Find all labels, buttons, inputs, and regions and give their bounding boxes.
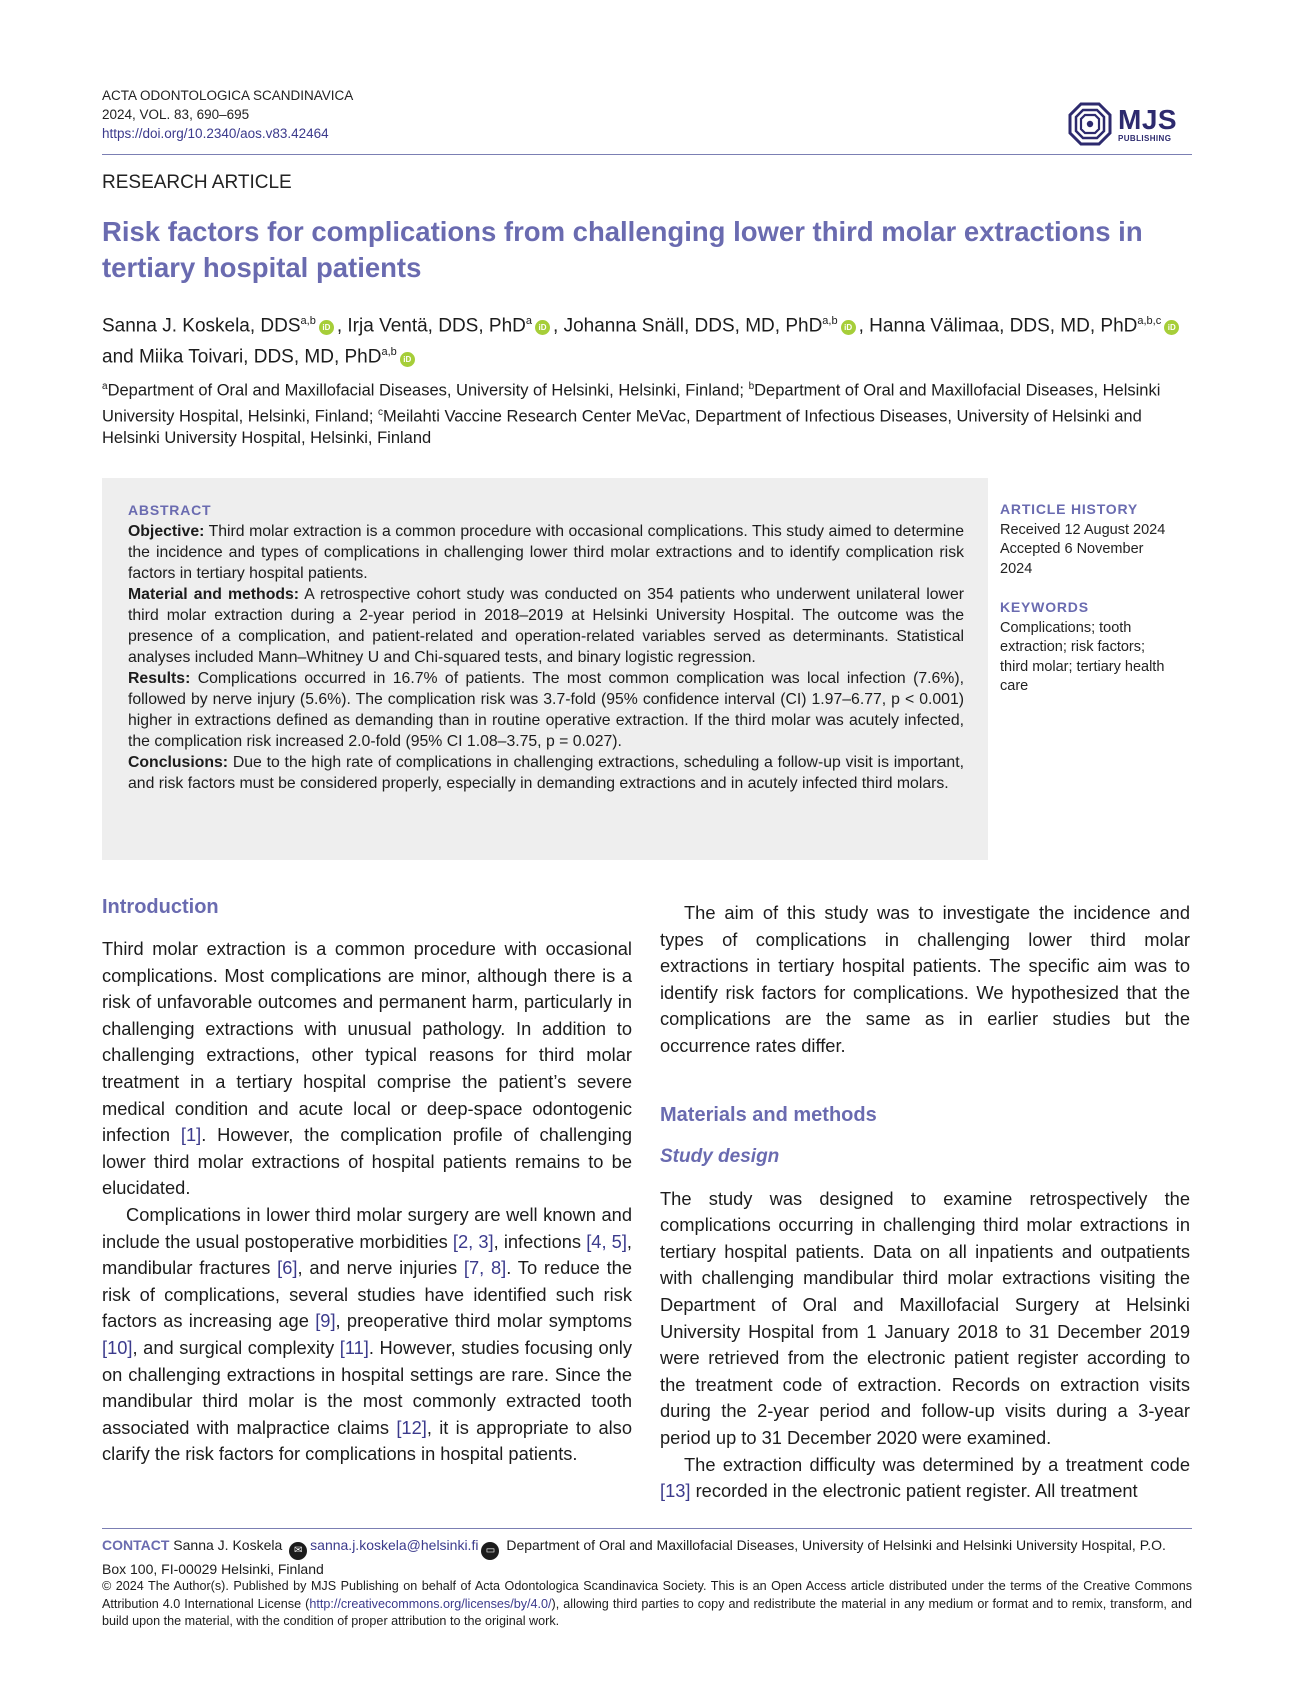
affiliation-marker: b — [748, 381, 755, 392]
paragraph-text: Complications in lower third molar surgery are well known and include the usual postoperative morbidities — [102, 1203, 632, 1252]
aim-paragraph: The aim of this study was to investigate the incidence and types of complications in challenging lower third molar extractions in tertiary hospital patients. The specific aim was to identify risk factors for complications. We hypothesized that the complications are the same as in earlier studies but the occurrence rates differ. — [660, 902, 1190, 1056]
abstract-section-text: Complications occurred in 16.7% of patients. The most common complication was local infection (7.6%), followed by nerve injury (5.6%). The complication risk was 3.7-fold (95% confidence interval (CI) 1.97–6.77, p < 0.001) higher in extractions defined as demanding than in routine operative extraction. If the third molar was acutely infected, the complication risk increased 2.0-fold (95% CI 1.08–3.75, p = 0.027). — [128, 670, 964, 750]
license-text-pre: © 2024 The Author(s). Published by MJS Publishing on behalf of Acta Odontologica Scandinavica Society. This is an Open Access article distributed under the terms of the Creative Commons Attribution 4.0 International License ( — [102, 1579, 1192, 1611]
contact-label: CONTACT — [102, 1537, 170, 1553]
abstract-heading: ABSTRACT — [128, 502, 212, 518]
difficulty-paragraph — [660, 1452, 1190, 1505]
author-name: Sanna J. Koskela, DDS — [102, 315, 301, 337]
concentric-octagon-logo-icon — [1068, 102, 1112, 146]
paragraph-text: , infections — [493, 1230, 587, 1252]
abstract-section-text: A retrospective cohort study was conducted on 354 patients who underwent unilateral lower third molar extraction during a 2-year period in 2018–2019 at Helsinki University Hospital. The outcome was the presence of a complication, and patient-related and operation-related variables served as determinants. Statistical analyses included Mann–Whitney U and Chi-squared tests, and binary logistic regression. — [128, 586, 964, 666]
affiliation-text: Department of Oral and Maxillofacial Diseases, University of Helsinki, Helsinki, Finland; — [107, 381, 744, 400]
paragraph-text: . However, the complication profile of challenging lower third molar extractions of hospital patients remains to be elucidated. — [102, 1124, 632, 1199]
logo-wordmark — [1118, 103, 1178, 143]
author-name: Hanna Välimaa, DDS, MD, PhD — [869, 315, 1138, 337]
abstract-box — [102, 478, 988, 860]
history-heading: ARTICLE HISTORY — [1000, 501, 1139, 517]
abstract-section-label: Material and methods: — [128, 586, 300, 603]
paragraph-text: , mandibular fractures — [102, 1230, 633, 1279]
abstract-section-text: Due to the high rate of complications in challenging extractions, scheduling a follow-up visit is important, and risk factors must be considered properly, especially in demanding extractions and in acutely infected third molars. — [128, 754, 964, 792]
abstract-section — [128, 521, 964, 584]
author-name: Johanna Snäll, DDS, MD, PhD — [563, 315, 823, 337]
header-divider — [102, 154, 1192, 155]
journal-name: ACTA ODONTOLOGICA SCANDINAVICA — [102, 88, 354, 103]
intro-paragraph-2 — [102, 1202, 632, 1468]
paragraph-text: Third molar extraction is a common procedure with occasional complications. Most complications are minor, although there is a risk of unfavorable outcomes and permanent harm, particularly in challenging extractions with unusual pathology. In addition to challenging extractions, other typical reasons for third molar treatment in a tertiary hospital comprise the patient’s severe medical condition and acute local or deep-space odontogenic infection — [102, 938, 632, 1146]
affiliation-text: Meilahti Vaccine Research Center MeVac, Department of Infectious Diseases, University of Helsinki and Helsinki University Hospital, Helsinki, Finland — [102, 407, 1142, 447]
license-url-link[interactable]: http://creativecommons.org/licenses/by/4.0/ — [309, 1596, 552, 1611]
mailbox-icon: ▭ — [481, 1542, 499, 1560]
author-name: Miika Toivari, DDS, MD, PhD — [138, 346, 382, 368]
article-title: Risk factors for complications from challenging lower third molar extractions in tertiary hospital patients — [102, 216, 1143, 283]
logo-name: MJS — [1118, 103, 1178, 135]
paragraph-text: recorded in the electronic patient register. All treatment — [690, 1480, 1138, 1502]
author-affiliation-marker: a,b,c — [1137, 315, 1162, 327]
journal-volume: 2024, VOL. 83, 690–695 — [102, 107, 250, 122]
contact-email-link[interactable]: sanna.j.koskela@helsinki.fi — [310, 1537, 479, 1553]
citation-link[interactable]: [7, 8] — [463, 1257, 507, 1279]
accepted-date: Accepted 6 November 2024 — [1000, 541, 1144, 577]
paragraph-text: , preoperative third molar symptoms — [335, 1310, 632, 1332]
abstract-section — [128, 584, 964, 668]
orcid-icon[interactable]: iD — [535, 320, 550, 335]
article-sidebar — [1000, 500, 1175, 697]
intro-paragraph-1 — [102, 936, 632, 1202]
author-affiliation-marker: a,b — [381, 346, 397, 359]
abstract-sections — [128, 521, 964, 794]
received-date: Received 12 August 2024 — [1000, 521, 1166, 538]
author-name: Irja Ventä, DDS, PhD — [347, 315, 526, 337]
citation-link[interactable]: [6] — [277, 1257, 298, 1279]
abstract-section-label: Conclusions: — [128, 754, 229, 771]
citation-link[interactable]: [9] — [315, 1310, 336, 1332]
author-list: Sanna J. Koskela, DDS$^{a,b}$iD , Irja Ventä, DDS, PhD$^a$iD , Johanna Snäll, DDS, MD, PhD$^{a,b}$iD , Hanna Välimaa, DDS, MD, PhD$^{a,b,c}$iD and Miika Toivari, DDS, MD, PhD$^{a,b}$iD — [102, 308, 1192, 371]
affiliation-text: Department of Oral and Maxillofacial Diseases, Helsinki University Hospital, Helsinki, Finland; — [102, 381, 1161, 426]
doi-link[interactable]: https://doi.org/10.2340/aos.v83.42464 — [102, 126, 329, 141]
envelope-icon: ✉ — [289, 1542, 307, 1560]
citation-link[interactable]: [2, 3] — [452, 1230, 494, 1252]
paragraph-text: , and nerve injuries — [297, 1257, 464, 1279]
contact-info — [102, 1536, 1192, 1579]
abstract-section — [128, 752, 964, 794]
citation-link[interactable]: [12] — [396, 1416, 427, 1438]
affiliations — [102, 376, 1192, 450]
author-affiliation-marker: a — [525, 315, 532, 327]
license-notice — [102, 1578, 1192, 1631]
publisher-logo — [1068, 102, 1177, 146]
article-type: RESEARCH ARTICLE — [102, 172, 292, 193]
affiliation-marker: c — [378, 407, 384, 418]
logo-sub: PUBLISHING — [1118, 133, 1172, 143]
license-text-post: ), allowing third parties to copy and redistribute the material in any medium or format and to remix, transform, and build upon the material, with the condition of proper attribution to the original work. — [102, 1596, 1192, 1628]
citation-link[interactable]: [11] — [339, 1336, 369, 1358]
keywords-text: Complications; tooth extraction; risk factors; third molar; tertiary health care — [1000, 619, 1165, 694]
paragraph-text: . To reduce the risk of complications, several studies have identified such risk factors as increasing age — [102, 1257, 633, 1332]
paragraph-text: . However, studies focusing only on challenging extractions in hospital settings are rare. Since the mandibular third molar is the most commonly extracted tooth associated with malpractice claims — [102, 1336, 633, 1438]
contact-address: Department of Oral and Maxillofacial Diseases, University of Helsinki and Helsinki University Hospital, P.O. Box 100, FI-00029 Helsinki, Finland — [102, 1537, 1166, 1577]
affiliation-marker: a — [102, 381, 108, 392]
orcid-icon[interactable]: iD — [841, 320, 856, 335]
author-affiliation-marker: a,b — [300, 315, 316, 327]
footer-divider — [102, 1528, 1192, 1529]
journal-header — [102, 86, 353, 143]
paragraph-text: , it is appropriate to also clarify the risk factors for complications in hospital patients. — [102, 1416, 632, 1465]
citation-link[interactable]: [4, 5] — [586, 1230, 627, 1252]
abstract-section — [128, 668, 964, 752]
methods-heading: Materials and methods — [660, 1103, 877, 1126]
abstract-section-text: Third molar extraction is a common procedure with occasional complications. This study aimed to determine the incidence and types of complications in challenging lower third molar extractions and to identify complication risk factors in tertiary hospital patients. — [128, 523, 964, 582]
introduction-heading: Introduction — [102, 896, 219, 918]
left-column — [102, 894, 632, 1468]
keywords-heading: KEYWORDS — [1000, 599, 1089, 615]
orcid-icon[interactable]: iD — [400, 352, 415, 367]
paragraph-text: , and surgical complexity — [132, 1336, 340, 1358]
citation-link[interactable]: [10] — [102, 1336, 133, 1358]
right-column — [660, 900, 1190, 1505]
abstract-section-label: Results: — [128, 670, 191, 687]
author-affiliation-marker: a,b — [822, 315, 838, 327]
study-design-paragraph: The study was designed to examine retrospectively the complications occurring in challenging third molar extractions in tertiary hospital patients. Data on all inpatients and outpatients with challenging mandibular third molar extractions visiting the Department of Oral and Maxillofacial Surgery at Helsinki University Hospital from 1 January 2018 to 31 December 2019 were retrieved from the electronic patient register according to the treatment code of extraction. Records on extraction visits during the 2-year period and follow-up visits during a 3-year period up to 31 December 2020 were examined. — [660, 1187, 1190, 1448]
contact-name: Sanna J. Koskela — [169, 1537, 287, 1553]
citation-link[interactable]: [13] — [660, 1480, 691, 1502]
paragraph-text: The extraction difficulty was determined by a treatment code — [684, 1453, 1190, 1475]
orcid-icon[interactable]: iD — [1164, 320, 1179, 335]
orcid-icon[interactable]: iD — [319, 320, 334, 335]
citation-link[interactable]: [1] — [180, 1124, 202, 1146]
abstract-section-label: Objective: — [128, 523, 205, 540]
study-design-heading: Study design — [660, 1145, 780, 1167]
abstract-content — [128, 500, 964, 794]
